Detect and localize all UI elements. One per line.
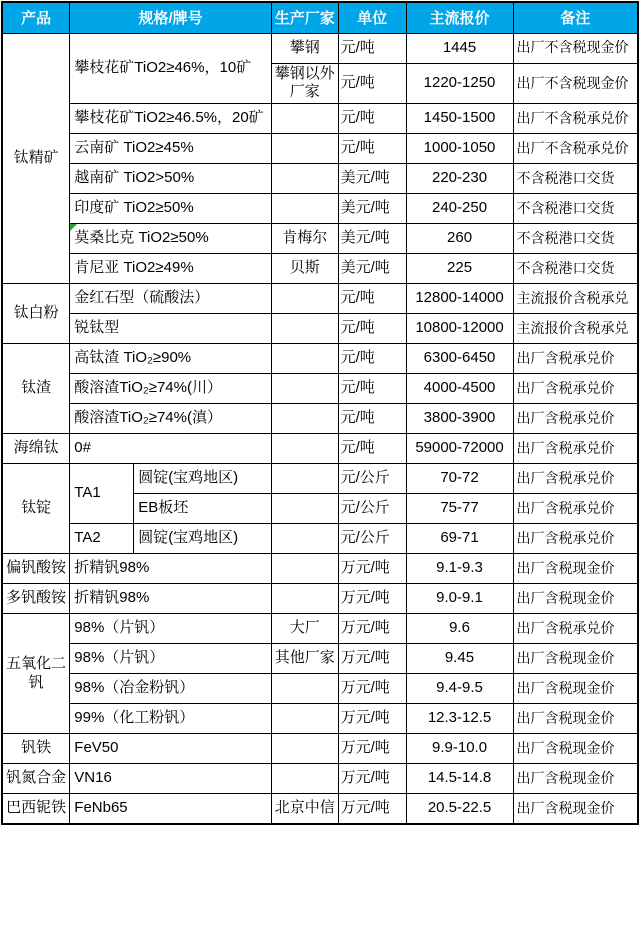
cell-note: 出厂含税承兑价 <box>513 434 638 464</box>
cell-manufacturer <box>271 554 338 584</box>
col-header-manufacturer: 生产厂家 <box>271 2 338 33</box>
cell-unit: 元/吨 <box>338 314 406 344</box>
cell-note: 出厂不含税现金价 <box>513 63 638 104</box>
cell-spec: FeNb65 <box>70 794 272 824</box>
cell-spec: 攀枝花矿TiO2≥46.5%，20矿 <box>70 104 272 134</box>
cell-manufacturer <box>271 734 338 764</box>
cell-note: 出厂含税承兑价 <box>513 494 638 524</box>
cell-grade: TA2 <box>70 524 134 554</box>
cell-manufacturer <box>271 134 338 164</box>
cell-manufacturer: 攀钢以外厂家 <box>271 63 338 104</box>
cell-product: 钛渣 <box>2 344 70 434</box>
cell-note: 出厂含税现金价 <box>513 554 638 584</box>
cell-manufacturer: 其他厂家 <box>271 644 338 674</box>
cell-manufacturer <box>271 284 338 314</box>
cell-unit: 元/吨 <box>338 104 406 134</box>
cell-note: 不含税港口交货 <box>513 164 638 194</box>
cell-price: 4000-4500 <box>406 374 513 404</box>
cell-note: 出厂含税承兑价 <box>513 614 638 644</box>
cell-unit: 元/公斤 <box>338 494 406 524</box>
table-row <box>2 584 638 614</box>
table-row <box>2 644 638 674</box>
cell-price: 12.3-12.5 <box>406 704 513 734</box>
cell-manufacturer <box>271 314 338 344</box>
cell-price: 260 <box>406 224 513 254</box>
cell-spec: 98%（片钒） <box>70 644 272 674</box>
cell-note: 出厂含税承兑价 <box>513 524 638 554</box>
cell-unit: 万元/吨 <box>338 764 406 794</box>
cell-unit: 万元/吨 <box>338 644 406 674</box>
table-row <box>2 104 638 134</box>
cell-product: 偏钒酸铵 <box>2 554 70 584</box>
cell-unit: 万元/吨 <box>338 554 406 584</box>
table-row <box>2 764 638 794</box>
cell-note: 出厂含税现金价 <box>513 674 638 704</box>
table-row <box>2 554 638 584</box>
cell-price: 14.5-14.8 <box>406 764 513 794</box>
cell-product: 多钒酸铵 <box>2 584 70 614</box>
table-row <box>2 704 638 734</box>
cell-unit: 美元/吨 <box>338 164 406 194</box>
cell-price: 1220-1250 <box>406 63 513 104</box>
table-row <box>2 794 638 824</box>
table-row <box>2 614 638 644</box>
cell-unit: 美元/吨 <box>338 254 406 284</box>
cell-manufacturer: 贝斯 <box>271 254 338 284</box>
cell-spec: 酸溶渣TiO₂≥74%(川） <box>70 374 272 404</box>
cell-note: 主流报价含税承兑 <box>513 314 638 344</box>
cell-product: 五氧化二钒 <box>2 614 70 734</box>
cell-note: 出厂含税承兑价 <box>513 464 638 494</box>
col-header-price: 主流报价 <box>406 2 513 33</box>
table-row <box>2 134 638 164</box>
cell-unit: 元/吨 <box>338 404 406 434</box>
cell-manufacturer <box>271 584 338 614</box>
cell-price: 10800-12000 <box>406 314 513 344</box>
cell-unit: 万元/吨 <box>338 674 406 704</box>
col-header-product: 产品 <box>2 2 70 33</box>
table-row <box>2 254 638 284</box>
table-header <box>2 2 638 33</box>
cell-note: 不含税港口交货 <box>513 224 638 254</box>
cell-manufacturer <box>271 704 338 734</box>
table-row <box>2 164 638 194</box>
cell-manufacturer <box>271 404 338 434</box>
table-row <box>2 524 638 554</box>
cell-note: 出厂不含税现金价 <box>513 33 638 63</box>
cell-manufacturer <box>271 164 338 194</box>
cell-price: 1445 <box>406 33 513 63</box>
table-row <box>2 464 638 494</box>
cell-note: 出厂含税现金价 <box>513 734 638 764</box>
cell-price: 9.1-9.3 <box>406 554 513 584</box>
table-row <box>2 314 638 344</box>
cell-price: 9.4-9.5 <box>406 674 513 704</box>
cell-spec: 云南矿 TiO2≥45% <box>70 134 272 164</box>
cell-manufacturer <box>271 524 338 554</box>
cell-price: 9.45 <box>406 644 513 674</box>
cell-unit: 元/吨 <box>338 434 406 464</box>
cell-price: 220-230 <box>406 164 513 194</box>
price-table <box>1 1 639 825</box>
table-row <box>2 404 638 434</box>
cell-price: 59000-72000 <box>406 434 513 464</box>
cell-unit: 元/吨 <box>338 374 406 404</box>
cell-note: 出厂含税现金价 <box>513 584 638 614</box>
table-row <box>2 434 638 464</box>
table-row <box>2 344 638 374</box>
cell-spec: FeV50 <box>70 734 272 764</box>
cell-manufacturer: 肯梅尔 <box>271 224 338 254</box>
cell-spec: 肯尼亚 TiO2≥49% <box>70 254 272 284</box>
cell-note: 出厂含税现金价 <box>513 794 638 824</box>
cell-price: 1000-1050 <box>406 134 513 164</box>
cell-manufacturer <box>271 764 338 794</box>
cell-unit: 万元/吨 <box>338 704 406 734</box>
cell-manufacturer <box>271 194 338 224</box>
cell-spec: 0# <box>70 434 272 464</box>
cell-note: 出厂不含税承兑价 <box>513 134 638 164</box>
cell-price: 9.6 <box>406 614 513 644</box>
cell-spec: 莫桑比克 TiO2≥50% <box>70 224 272 254</box>
cell-manufacturer <box>271 344 338 374</box>
cell-product: 海绵钛 <box>2 434 70 464</box>
cell-spec: 98%（冶金粉钒） <box>70 674 272 704</box>
table-body <box>2 33 638 824</box>
cell-price: 70-72 <box>406 464 513 494</box>
cell-spec: 印度矿 TiO2≥50% <box>70 194 272 224</box>
cell-product: 钛锭 <box>2 464 70 554</box>
cell-unit: 万元/吨 <box>338 734 406 764</box>
cell-unit: 元/吨 <box>338 344 406 374</box>
cell-spec: 折精钒98% <box>70 554 272 584</box>
cell-unit: 元/公斤 <box>338 464 406 494</box>
cell-unit: 元/吨 <box>338 284 406 314</box>
cell-price: 6300-6450 <box>406 344 513 374</box>
cell-manufacturer <box>271 464 338 494</box>
cell-note: 出厂不含税承兑价 <box>513 104 638 134</box>
cell-spec: 圆锭(宝鸡地区) <box>134 464 272 494</box>
cell-spec: 圆锭(宝鸡地区) <box>134 524 272 554</box>
header-row <box>2 2 638 33</box>
cell-manufacturer: 北京中信 <box>271 794 338 824</box>
cell-unit: 元/公斤 <box>338 524 406 554</box>
cell-spec: 高钛渣 TiO₂≥90% <box>70 344 272 374</box>
cell-spec: 锐钛型 <box>70 314 272 344</box>
col-header-unit: 单位 <box>338 2 406 33</box>
cell-price: 3800-3900 <box>406 404 513 434</box>
cell-unit: 美元/吨 <box>338 224 406 254</box>
cell-manufacturer <box>271 674 338 704</box>
cell-note: 不含税港口交货 <box>513 254 638 284</box>
table-row <box>2 374 638 404</box>
table-row <box>2 194 638 224</box>
cell-note: 出厂含税承兑价 <box>513 404 638 434</box>
cell-product: 钛白粉 <box>2 284 70 344</box>
cell-price: 69-71 <box>406 524 513 554</box>
table-row <box>2 284 638 314</box>
cell-spec: 98%（片钒） <box>70 614 272 644</box>
cell-note: 出厂含税现金价 <box>513 704 638 734</box>
cell-spec: VN16 <box>70 764 272 794</box>
cell-price: 20.5-22.5 <box>406 794 513 824</box>
cell-unit: 元/吨 <box>338 63 406 104</box>
cell-note: 出厂含税现金价 <box>513 764 638 794</box>
table-row <box>2 33 638 63</box>
cell-manufacturer <box>271 494 338 524</box>
cell-note: 主流报价含税承兑 <box>513 284 638 314</box>
cell-price: 75-77 <box>406 494 513 524</box>
col-header-spec: 规格/牌号 <box>70 2 272 33</box>
cell-unit: 万元/吨 <box>338 584 406 614</box>
col-header-note: 备注 <box>513 2 638 33</box>
cell-price: 240-250 <box>406 194 513 224</box>
cell-unit: 元/吨 <box>338 33 406 63</box>
cell-manufacturer: 攀钢 <box>271 33 338 63</box>
cell-spec: 攀枝花矿TiO2≥46%，10矿 <box>70 33 272 104</box>
cell-note: 出厂含税承兑价 <box>513 344 638 374</box>
cell-unit: 元/吨 <box>338 134 406 164</box>
cell-spec: 99%（化工粉钒） <box>70 704 272 734</box>
cell-manufacturer <box>271 434 338 464</box>
cell-spec: EB板坯 <box>134 494 272 524</box>
cell-product: 钛精矿 <box>2 33 70 284</box>
cell-product: 巴西铌铁 <box>2 794 70 824</box>
cell-manufacturer <box>271 374 338 404</box>
cell-price: 12800-14000 <box>406 284 513 314</box>
table-row <box>2 224 638 254</box>
cell-note: 出厂含税现金价 <box>513 644 638 674</box>
cell-manufacturer <box>271 104 338 134</box>
cell-spec: 金红石型（硫酸法） <box>70 284 272 314</box>
table-row <box>2 734 638 764</box>
cell-grade: TA1 <box>70 464 134 524</box>
cell-unit: 万元/吨 <box>338 794 406 824</box>
cell-spec: 折精钒98% <box>70 584 272 614</box>
cell-spec: 越南矿 TiO2>50% <box>70 164 272 194</box>
cell-unit: 万元/吨 <box>338 614 406 644</box>
cell-price: 225 <box>406 254 513 284</box>
cell-product: 钒铁 <box>2 734 70 764</box>
cell-price: 9.0-9.1 <box>406 584 513 614</box>
cell-product: 钒氮合金 <box>2 764 70 794</box>
cell-note: 出厂含税承兑价 <box>513 374 638 404</box>
cell-note: 不含税港口交货 <box>513 194 638 224</box>
cell-spec: 酸溶渣TiO₂≥74%(滇） <box>70 404 272 434</box>
cell-manufacturer: 大厂 <box>271 614 338 644</box>
cell-unit: 美元/吨 <box>338 194 406 224</box>
cell-price: 1450-1500 <box>406 104 513 134</box>
table-row <box>2 674 638 704</box>
cell-price: 9.9-10.0 <box>406 734 513 764</box>
